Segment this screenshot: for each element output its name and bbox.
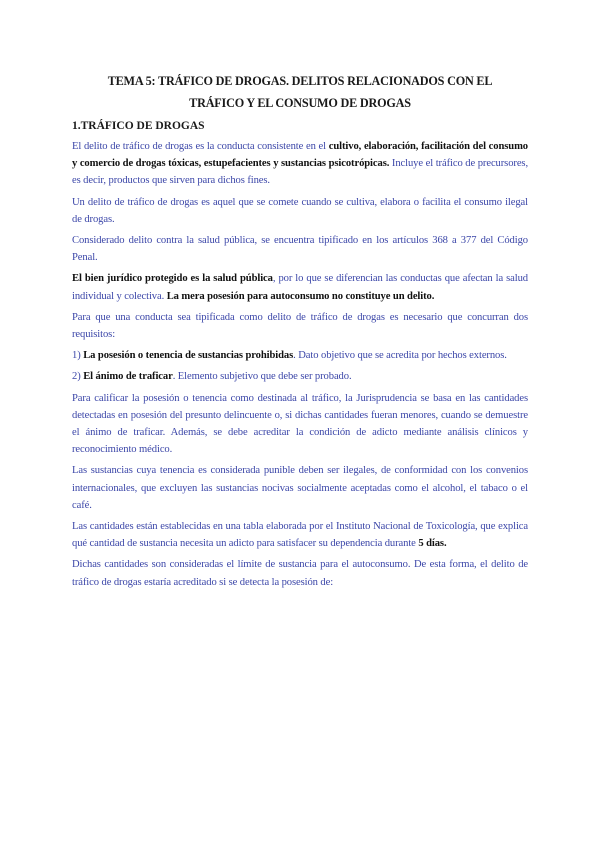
section-heading: 1.TRÁFICO DE DROGAS [72,120,205,132]
p10-bold: 5 días. [418,538,447,550]
paragraph-9: Las sustancias cuya tenencia es considerada punible deben ser ilegales, de conformidad con los convenios internacionales, que excluyen las sustancias nocivas socialmente aceptadas como el alcohol, el tabaco o el café. [72,465,528,511]
req1-bold: La posesión o tenencia de sustancias prohibidas [83,350,294,362]
paragraph-2: Un delito de tráfico de drogas es aquel que se comete cuando se cultiva, elabora o facilita el consumo ilegal de drogas. [72,196,528,225]
document-title [72,70,528,114]
p4-text-b: , por lo que se diferencian las conductas que afectan la salud individual y colectiva. [72,273,528,302]
paragraph-4 [72,270,528,304]
p1-bold: cultivo, elaboración, facilitación del consumo y comercio de drogas tóxicas, estupefacientes y sustancias psicotrópicas. [72,141,529,170]
p1-text-a: El delito de tráfico de drogas es la conducta consistente en el [72,141,329,152]
paragraph-8: Para calificar la posesión o tenencia como destinada al tráfico, la Jurisprudencia se basa en las cantidades detectadas en posesión del presunto delincuente o, si dichas cantidades fueran menores, cuando se demuestre el ánimo de traficar. Además, se debe acreditar la condición de adicto mediante análisis clínicos y reconocimiento médico. [72,392,528,456]
requirement-1 [72,347,528,364]
title-line-2: TRÁFICO Y EL CONSUMO DE DROGAS [189,96,411,110]
paragraph-1 [72,138,528,190]
req1-number: 1) [72,350,84,362]
paragraph-10 [72,518,528,552]
p1-text-c: Incluye el tráfico de precursores, es decir, productos que sirven para dichos fines. [72,158,528,187]
paragraph-5: Para que una conducta sea tipificada como delito de tráfico de drogas es necesario que concurran dos requisitos: [72,311,528,341]
paragraph-3: Considerado delito contra la salud pública, se encuentra tipificado en los artículos 368 a 377 del Código Penal. [72,235,528,264]
requirement-2 [72,368,528,385]
p4-bold-c: La mera posesión para autoconsumo no constituye un delito. [166,290,435,302]
document-page [72,70,528,591]
title-line-1: TEMA 5: TRÁFICO DE DROGAS. DELITOS RELACIONADOS CON EL [107,74,493,88]
req2-bold: El ánimo de traficar [83,371,173,383]
paragraph-11: Dichas cantidades son consideradas el límite de sustancia para el autoconsumo. De esta forma, el delito de tráfico de drogas estaría acreditado si se detecta la posesión de: [72,559,528,588]
p4-bold-a: El bien jurídico protegido es la salud pública [72,273,273,285]
req1-text: . Dato objetivo que se acredita por hechos externos. [293,350,507,362]
req2-number: 2) [72,371,84,383]
p10-text: Las cantidades están establecidas en una tabla elaborada por el Instituto Nacional de Toxicología, que explica qué cantidad de sustancia necesita un adicto para satisfacer su dependencia durante [72,521,528,550]
req2-text: . Elemento subjetivo que debe ser probado. [172,371,352,383]
